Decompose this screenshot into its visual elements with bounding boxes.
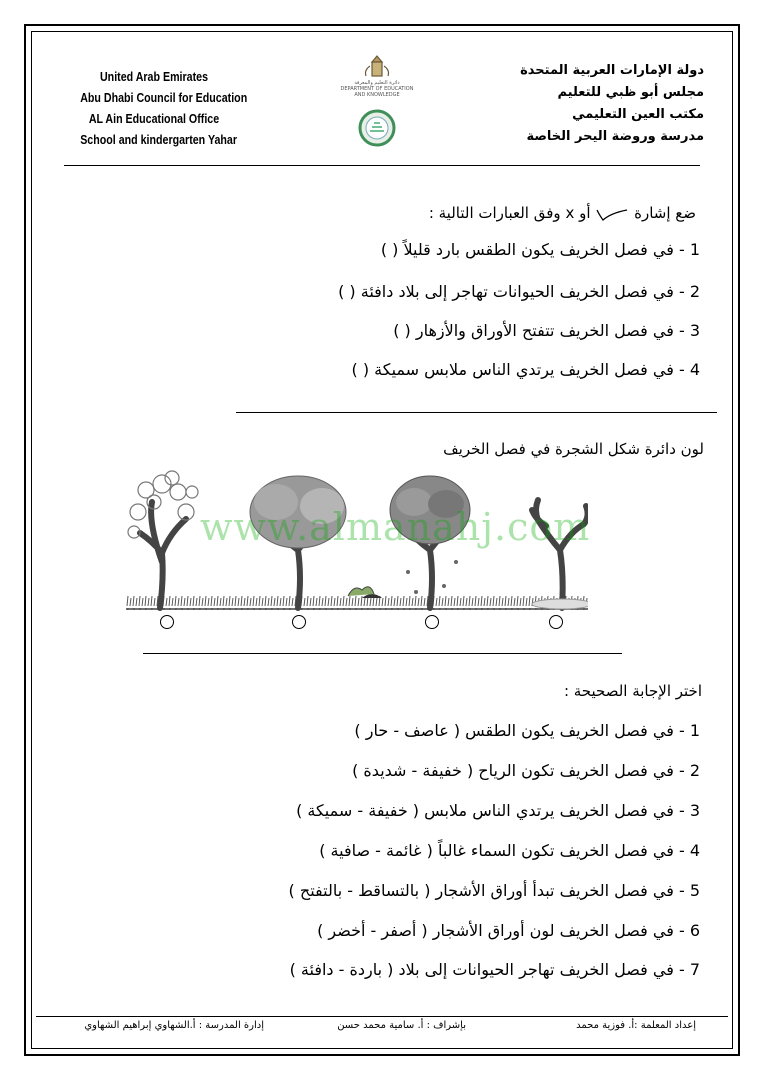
footer-admin: إدارة المدرسة : أ.الشهاوي إبراهيم الشهاوي — [84, 1020, 264, 1031]
tree-spring-icon — [128, 471, 198, 608]
mc-item: 2 - في فصل الخريف تكون الرياح ( خفيفة - شديدة ) — [352, 761, 700, 780]
tf-item: 3 - في فصل الخريف تتفتح الأوراق والأزهار ( ) — [393, 321, 700, 340]
header-ar-line: دولة الإمارات العربية المتحدة — [520, 63, 704, 78]
header-en-line: Abu Dhabi Council for Education — [80, 90, 248, 105]
logo-text-en: AND KNOWLEDGE — [354, 92, 400, 98]
header-divider — [64, 165, 700, 166]
mc-item: 4 - في فصل الخريف تكون السماء غالباً ( غائمة - صافية ) — [319, 841, 700, 860]
section-divider — [143, 653, 622, 654]
mc-item: 1 - في فصل الخريف يكون الطقس ( عاصف - حار ) — [354, 721, 700, 740]
footer-teacher: إعداد المعلمة :أ. فوزية محمد — [576, 1020, 696, 1031]
header-en-line: School and kindergarten Yahar — [80, 132, 237, 147]
answer-circle[interactable] — [549, 615, 563, 629]
footer-supervisor: بإشراف : أ. سامية محمد حسن — [337, 1020, 466, 1031]
logo-text-ar: دائرة التعليم والمعرفة — [354, 80, 400, 86]
answer-circle[interactable] — [425, 615, 439, 629]
header-ar-line: مدرسة وروضة اليحر الخاصة — [526, 129, 704, 144]
mc-item: 6 - في فصل الخريف لون أوراق الأشجار ( أصفر - أخضر ) — [317, 921, 700, 940]
section-divider — [236, 412, 717, 413]
answer-circle[interactable] — [160, 615, 174, 629]
check-mark-icon — [595, 206, 629, 222]
header-ar-line: مجلس أبو ظبي للتعليم — [557, 85, 704, 100]
emblem-icon — [332, 52, 422, 162]
mc-item: 5 - في فصل الخريف تبدأ أوراق الأشجار ( بالتساقط - بالتفتح ) — [288, 881, 700, 900]
instruction-prefix: ضع إشارة — [634, 204, 696, 222]
logo-text-en: DEPARTMENT OF EDUCATION — [340, 86, 414, 92]
tf-item: 1 - في فصل الخريف يكون الطقس بارد قليلاً ( ) — [380, 240, 700, 259]
tf-item: 2 - في فصل الخريف الحيوانات تهاجر إلى بلاد دافئة ( ) — [338, 282, 700, 301]
footer-divider — [36, 1016, 728, 1017]
watermark: www.almanahj.com — [200, 505, 591, 549]
header-english — [80, 66, 248, 150]
section2-instruction: لون دائرة شكل الشجرة في فصل الخريف — [443, 440, 704, 458]
answer-circle[interactable] — [292, 615, 306, 629]
header-en-line: United Arab Emirates — [99, 69, 209, 84]
section1-instruction — [429, 204, 696, 222]
mc-item: 7 - في فصل الخريف تهاجر الحيوانات إلى بلاد ( باردة - دافئة ) — [289, 960, 700, 979]
school-logo — [332, 52, 422, 162]
header-arabic — [484, 60, 704, 148]
mc-item: 3 - في فصل الخريف يرتدي الناس ملابس ( خفيفة - سميكة ) — [296, 801, 700, 820]
tf-item: 4 - في فصل الخريف يرتدي الناس ملابس سميكة ( ) — [351, 360, 700, 379]
section3-instruction: اختر الإجابة الصحيحة : — [563, 682, 702, 700]
header-ar-line: مكتب العين التعليمي — [572, 107, 704, 122]
header-en-line: AL Ain Educational Office — [88, 111, 220, 126]
instruction-middle: أو x وفق العبارات التالية : — [428, 204, 591, 222]
